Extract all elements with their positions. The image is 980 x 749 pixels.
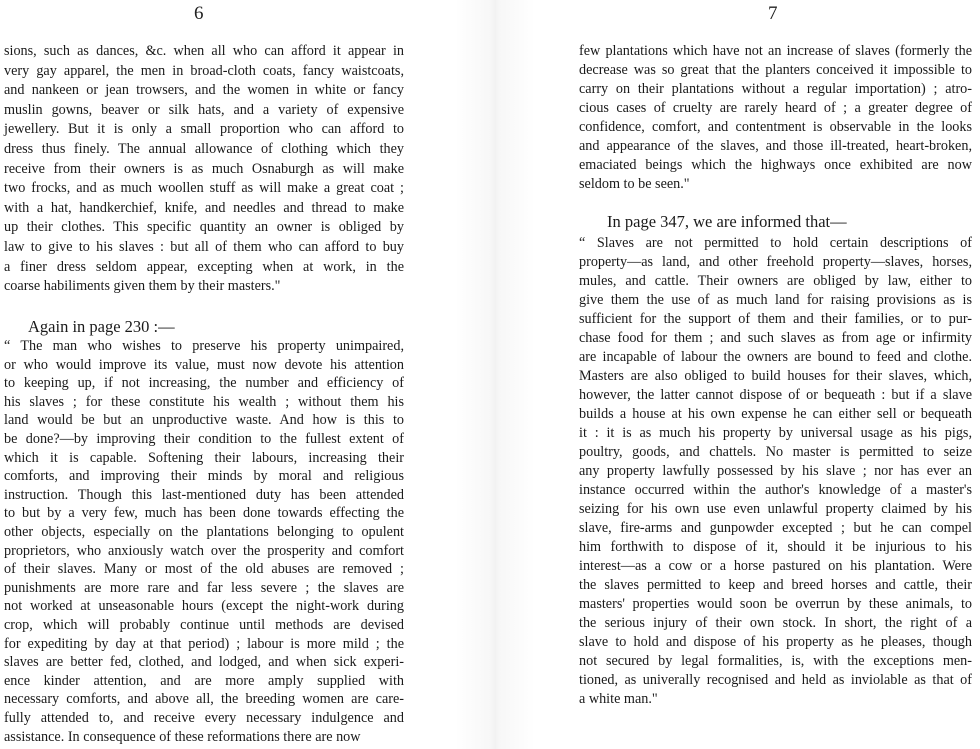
text-line: sions, such as dances, &c. when all who can afford it appear in	[4, 43, 404, 59]
text-line: for expediting by day at that period) ; labour is more mild ; the	[4, 635, 404, 652]
text-line: crop, which will probably continue until methods are devised	[4, 617, 404, 633]
text-line: emaciated beings which the highways once exhibited are now	[579, 157, 972, 173]
left-page	[0, 0, 420, 749]
text-line: chase food for them ; and such slaves as from age or infirmity	[579, 330, 972, 346]
text-line: few plantations which have not an increase of slaves (formerly the	[579, 43, 972, 59]
text-line: and nankeen or jean trowsers, and the women in white or fancy	[4, 82, 404, 99]
text-line: Masters are also obliged to build houses for their slaves, which,	[579, 368, 972, 384]
text-line: assistance. In consequence of these reformations there are now	[4, 728, 361, 745]
text-line: receive from their owners is as much Osnaburgh as will make	[4, 160, 404, 177]
right-page	[575, 0, 975, 749]
page-number: 7	[768, 3, 778, 24]
text-line: his slaves ; for these constitute his wealth ; without them his	[4, 393, 404, 410]
text-line: coarse habiliments given them by their masters."	[4, 278, 281, 295]
page-gutter	[455, 0, 535, 749]
text-line: slave to hold and dispose of his property as he pleases, though	[579, 634, 972, 650]
text-line: not worked at unseasonable hours (except the night-work during	[4, 598, 404, 615]
text-line: with a hat, handkerchief, knife, and needles and thread to make	[4, 199, 404, 216]
text-line: two frocks, and as much woollen stuff as will make a great coat ;	[4, 180, 404, 197]
text-line: or who would improve its value, must now devote his attention	[4, 356, 404, 373]
text-line: very gay apparel, the men in broad-cloth coats, fancy waistcoats,	[4, 62, 404, 79]
text-line: decrease was so great that the planters conceived it impossible to	[579, 62, 972, 78]
text-line: any property lawfully possessed by his slave ; nor has ever an	[579, 463, 972, 479]
text-line: necessary comforts, and above all, the breeding women are care-	[4, 691, 404, 708]
text-line: poultry, goods, and chattels. No master is permitted to seize	[579, 444, 972, 460]
text-line: give them the use of as much land for raising provisions as is	[579, 292, 972, 308]
text-line: punishments are more rare and far less severe ; the slaves are	[4, 579, 404, 596]
text-line: seizing for his own use even unlawful property claimed by his	[579, 501, 972, 517]
text-line: fully attended to, and receive every necessary indulgence and	[4, 710, 404, 726]
text-line: masters' properties would soon be overrun by these animals, to	[579, 596, 972, 612]
text-line: ence kinder attention, and are more amply supplied with	[4, 672, 404, 689]
text-line: dress thus finely. The annual allowance of clothing which they	[4, 141, 404, 157]
text-line: a finer dress seldom appear, excepting when at work, in the	[4, 258, 404, 275]
text-line: other objects, especially on the plantations belonging to opulent	[4, 524, 404, 540]
text-line: and appearance of the slaves, and those ill-treated, heart-broken,	[579, 138, 972, 154]
text-line: of their slaves. Many or most of the old abuses are removed ;	[4, 561, 404, 578]
text-line: muslin gowns, beaver or silk hats, and a variety of expensive	[4, 101, 404, 118]
text-line: “ The man who wishes to preserve his property unimpaired,	[4, 338, 404, 354]
text-line: instance occurred within the author's knowledge of a master's	[579, 482, 972, 498]
text-line: him forthwith to dispose of it, should it be injurious to his	[579, 539, 972, 555]
section-heading: In page 347, we are informed that—	[607, 212, 847, 231]
text-line: a white man."	[579, 691, 658, 707]
text-line: builds a house at his own expense he can either sell or bequeath	[579, 406, 972, 422]
text-line: however, the latter cannot dispose of or bequeath : but if a slave	[579, 387, 972, 403]
page-number: 6	[194, 3, 204, 24]
text-line: slave, fire-arms and gunpowder excepted ; but he can compel	[579, 520, 972, 536]
text-line: the serious injury of their own stock. In short, the right of a	[579, 615, 972, 631]
text-line: to keeping up, if not increasing, the number and efficiency of	[4, 375, 404, 392]
text-line: tioned, as univerally recognised and held as inviolable as that of	[579, 672, 972, 688]
text-line: property—as land, and other freehold property—slaves, horses,	[579, 254, 972, 270]
text-line: to but by a very few, much has been done towards effecting the	[4, 505, 404, 522]
text-line: which it is capable. Softening their labours, increasing their	[4, 449, 404, 466]
text-line: seldom to be seen."	[579, 176, 690, 192]
text-line: slaves are better fed, clothed, and lodged, and when sick experi-	[4, 654, 404, 671]
text-line: not secured by legal formalities, is, with the exceptions men-	[579, 653, 972, 669]
text-line: land would be but an unproductive waste. And how is this to	[4, 412, 404, 429]
text-line: up their clothes. This specific quantity an owner is obliged by	[4, 219, 404, 236]
text-line: be done?—by improving their condition to the fullest extent of	[4, 431, 404, 447]
text-line: mules, and cattle. Their owners are obliged by law, either to	[579, 273, 972, 289]
text-line: comforts, and improving their minds by moral and religious	[4, 468, 404, 485]
text-line: the slaves permitted to keep and breed horses and cattle, their	[579, 577, 972, 593]
text-line: it : it is as much his property by universal usage as his pigs,	[579, 425, 972, 441]
text-line: confidence, comfort, and contentment is observable in the looks	[579, 119, 972, 135]
text-line: jewellery. But it is only a small proportion who can afford to	[4, 121, 404, 138]
section-heading: Again in page 230 :—	[28, 317, 175, 336]
text-line: instruction. Though this last-mentioned duty has been attended	[4, 486, 404, 503]
text-line: sufficient for the support of them and their families, or to pur-	[579, 311, 972, 327]
text-line: cious cases of cruelty are rarely heard of ; a greater degree of	[579, 100, 972, 116]
text-line: carry on their plantations without a regular importation) ; atro-	[579, 81, 972, 97]
text-line: proprietors, who anxiously watch over the prosperity and comfort	[4, 542, 404, 559]
text-line: are incapable of labour the owners are bound to feed and clothe.	[579, 349, 972, 365]
text-line: law to give to his slaves : but all of them who can afford to buy	[4, 239, 404, 255]
text-line: “ Slaves are not permitted to hold certain descriptions of	[579, 235, 972, 251]
text-line: interest—as a cow or a horse pastured on his plantation. Were	[579, 558, 972, 574]
